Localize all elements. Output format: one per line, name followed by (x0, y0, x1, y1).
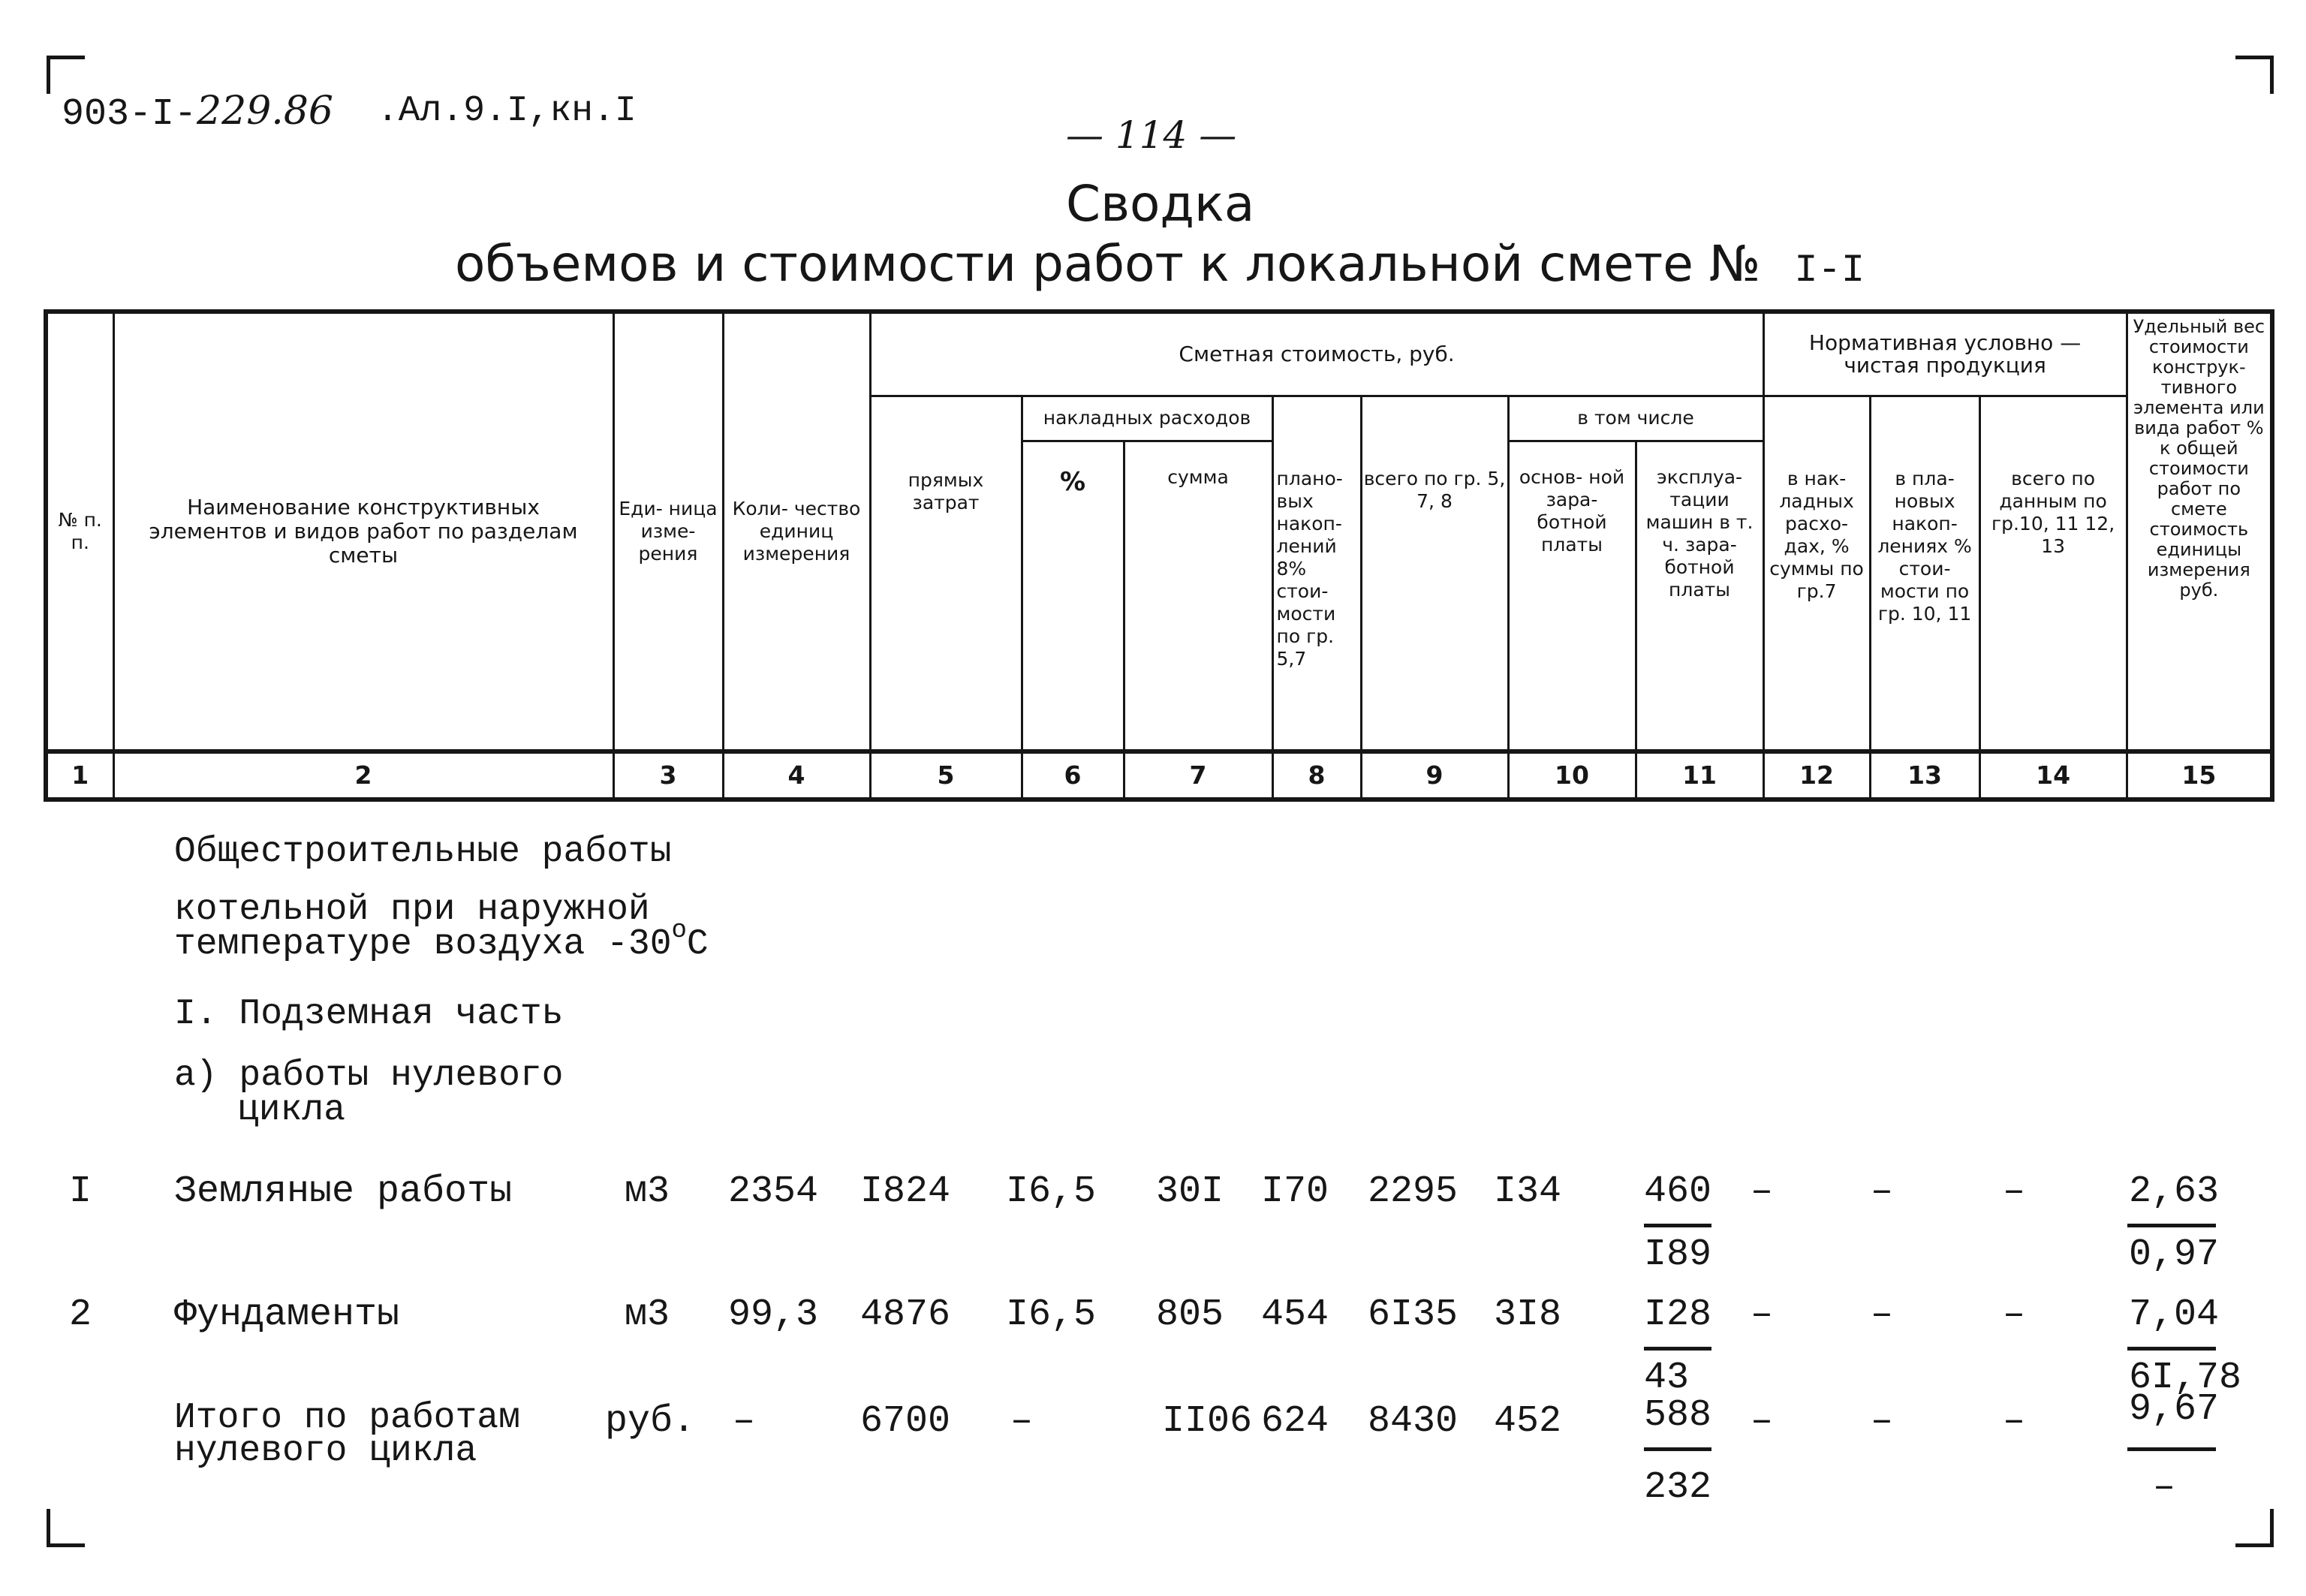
row-overhead-percent: I6,5 (1006, 1293, 1097, 1336)
row-wages: 3I8 (1494, 1293, 1562, 1336)
section-subtitle-line1: котельной при наружной (174, 890, 650, 930)
row-machines: I28 (1644, 1293, 1712, 1336)
header-group-norm: Нормативная условно — чистая продукция (1763, 312, 2127, 396)
temperature-text: температуре воздуха -30 (174, 924, 672, 965)
header-col3: Еди- ница изме- рения (613, 312, 723, 751)
column-number: 15 (2127, 751, 2272, 800)
total-overhead-sum: II06 (1162, 1400, 1253, 1443)
fraction-line (1644, 1224, 1711, 1227)
column-number: 1 (46, 751, 113, 800)
row-number: I (69, 1170, 92, 1213)
row-quantity: 2354 (728, 1170, 819, 1213)
total-direct-cost: 6700 (860, 1400, 951, 1443)
fraction-line (1644, 1347, 1711, 1351)
header-col4: Коли- чество единиц измерения (723, 312, 870, 751)
document-code-handwritten: 229.86 (197, 89, 333, 134)
total-col12: – (1751, 1400, 1774, 1443)
fraction-line (2127, 1347, 2216, 1351)
fraction-line (1644, 1447, 1711, 1451)
row-name: Фундаменты (174, 1293, 400, 1336)
total-machines: 588 (1644, 1394, 1712, 1437)
row-col14: – (2003, 1170, 2026, 1213)
column-number: 6 (1022, 751, 1124, 800)
subpart-title-line1: а) работы нулевого (174, 1055, 564, 1096)
total-share-percent: 9,67 (2129, 1388, 2220, 1431)
column-number: 3 (613, 751, 723, 800)
total-planned-savings: 624 (1261, 1400, 1329, 1443)
header-col14: всего по данным по гр.10, 11 12, 13 (1979, 396, 2127, 751)
header-col11: эксплуа- тации машин в т. ч. зара- ботной платы (1636, 441, 1763, 751)
column-number: 9 (1361, 751, 1508, 800)
header-col7: сумма (1124, 441, 1272, 751)
column-number: 2 (113, 751, 613, 800)
row-share-percent: 2,63 (2129, 1170, 2220, 1213)
row-overhead-sum: 30I (1156, 1170, 1224, 1213)
row-col13: – (1871, 1293, 1894, 1336)
header-col8: плано- вых накоп- лений 8% стои- мости по гр. 5,7 (1272, 396, 1361, 751)
total-col14: – (2003, 1400, 2026, 1443)
header-group-incl: в том числе (1508, 396, 1763, 441)
celsius-unit: C (686, 924, 709, 965)
row-col12: – (1751, 1170, 1774, 1213)
total-wages: 452 (1494, 1400, 1562, 1443)
degree-sign: o (671, 917, 687, 945)
section-title: Общестроительные работы (174, 832, 672, 872)
row-direct-cost: 4876 (860, 1293, 951, 1336)
row-total: 2295 (1368, 1170, 1459, 1213)
total-overhead-percent: – (1010, 1400, 1034, 1443)
corner-mark-bottom-right (2235, 1509, 2274, 1547)
part-title: I. Подземная часть (174, 994, 564, 1034)
header-col13: в пла- новых накоп- лениях % стои- мости по гр. 10, 11 (1870, 396, 1979, 751)
document-code (62, 89, 333, 137)
column-number: 10 (1508, 751, 1636, 800)
corner-mark-top-right (2235, 56, 2274, 94)
total-name-line1: Итого по работам (174, 1398, 520, 1438)
page-number: — 114 — (1066, 113, 1237, 157)
row-share-percent: 7,04 (2129, 1293, 2220, 1336)
summary-table-header (44, 309, 2274, 802)
header-col12: в нак- ладных расхо- дах, % суммы по гр.7 (1763, 396, 1870, 751)
column-number: 8 (1272, 751, 1361, 800)
header-col2: Наименование конструктивных элементов и видов работ по разделам сметы (113, 312, 613, 751)
page-title: Сводка (1066, 175, 1255, 233)
row-number: 2 (69, 1293, 92, 1336)
subpart-title-line2: цикла (237, 1090, 346, 1131)
column-number: 4 (723, 751, 870, 800)
header-group-cost: Сметная стоимость, руб. (870, 312, 1763, 396)
total-machines-wages: 232 (1644, 1466, 1712, 1509)
row-unit-cost: 0,97 (2129, 1233, 2220, 1276)
row-col13: – (1871, 1170, 1894, 1213)
row-unit: м3 (625, 1293, 670, 1336)
album-reference: .Ал.9.I,кн.I (377, 91, 637, 131)
row-unit-cost: 6I,78 (2129, 1357, 2242, 1399)
row-overhead-sum: 805 (1156, 1293, 1224, 1336)
row-wages: I34 (1494, 1170, 1562, 1213)
row-planned-savings: 454 (1261, 1293, 1329, 1336)
row-machines-wages: 43 (1644, 1357, 1690, 1399)
header-col6: % (1022, 441, 1124, 751)
row-col14: – (2003, 1293, 2026, 1336)
row-col12: – (1751, 1293, 1774, 1336)
section-subtitle-line2 (174, 917, 709, 965)
total-unit: руб. (605, 1400, 696, 1443)
subtitle-text: объемов и стоимости работ к локальной смете № (455, 235, 1761, 293)
header-col1: № п. п. (46, 312, 113, 751)
header-group-overhead: накладных расходов (1022, 396, 1272, 441)
row-machines: 460 (1644, 1170, 1712, 1213)
fraction-line (2127, 1447, 2216, 1451)
header-col10: основ- ной зара- ботной платы (1508, 441, 1636, 751)
header-col9: всего по гр. 5, 7, 8 (1361, 396, 1508, 751)
header-col5: прямых затрат (870, 396, 1022, 751)
row-overhead-percent: I6,5 (1006, 1170, 1097, 1213)
row-unit: м3 (625, 1170, 670, 1213)
corner-mark-bottom-left (47, 1509, 85, 1547)
page-subtitle (455, 233, 1865, 303)
total-quantity: – (733, 1400, 756, 1443)
column-number: 7 (1124, 751, 1272, 800)
total-unit-cost: – (2153, 1466, 2176, 1509)
row-direct-cost: I824 (860, 1170, 951, 1213)
row-total: 6I35 (1368, 1293, 1459, 1336)
column-number: 5 (870, 751, 1022, 800)
column-number: 11 (1636, 751, 1763, 800)
fraction-line (2127, 1224, 2216, 1227)
column-number: 14 (1979, 751, 2127, 800)
row-name: Земляные работы (174, 1170, 513, 1213)
document-code-printed: 903-I- (62, 93, 197, 136)
smeta-number: I-I (1794, 248, 1865, 293)
column-number: 12 (1763, 751, 1870, 800)
row-quantity: 99,3 (728, 1293, 819, 1336)
total-total: 8430 (1368, 1400, 1459, 1443)
total-name-line2: нулевого цикла (174, 1431, 477, 1471)
row-machines-wages: I89 (1644, 1233, 1712, 1276)
column-number: 13 (1870, 751, 1979, 800)
total-col13: – (1871, 1400, 1894, 1443)
header-col15: Удельный вес стоимости конструк- тивного элемента или вида работ % к общей стоимости работ по смете стоимость единицы измерения руб. (2127, 312, 2272, 751)
row-planned-savings: I70 (1261, 1170, 1329, 1213)
